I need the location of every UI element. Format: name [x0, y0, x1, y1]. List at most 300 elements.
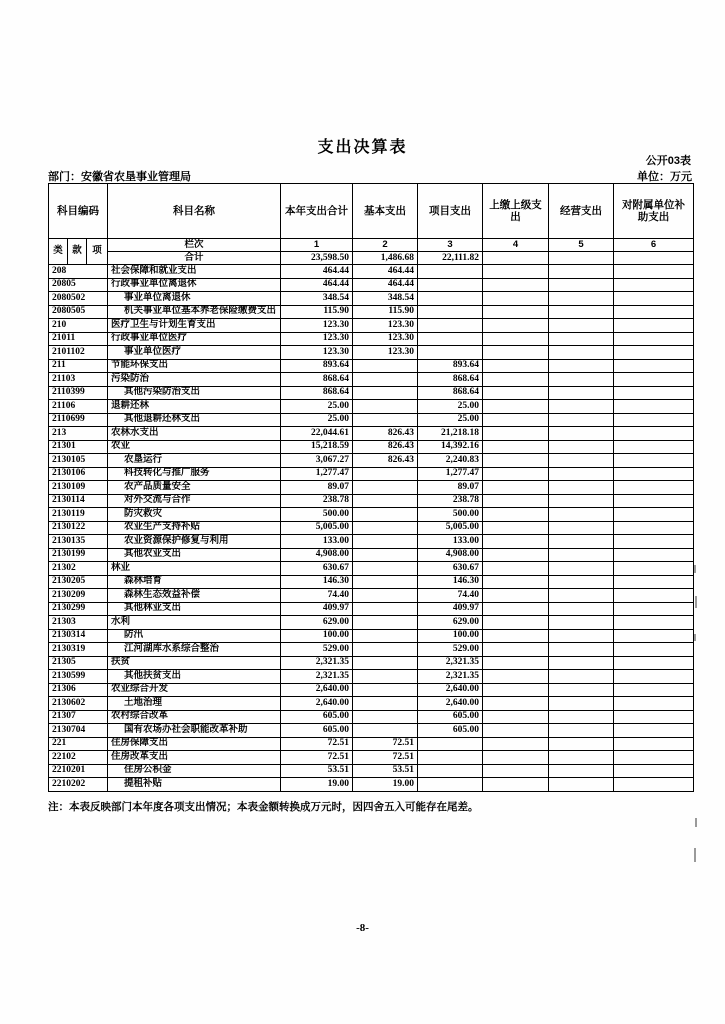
subject-code: 2130299 — [49, 602, 108, 616]
value-col-5 — [549, 548, 614, 562]
value-col-1: 25.00 — [281, 413, 353, 427]
value-col-2 — [353, 562, 418, 576]
value-col-1: 115.90 — [281, 305, 353, 319]
value-col-3 — [418, 292, 483, 306]
header-upturned-expenditure: 上缴上级支出 — [483, 184, 549, 239]
value-col-4 — [483, 548, 549, 562]
subject-name: 森林生态效益补偿 — [108, 589, 281, 603]
value-col-6 — [614, 683, 694, 697]
value-col-6 — [614, 575, 694, 589]
value-col-2 — [353, 589, 418, 603]
value-col-6 — [614, 278, 694, 292]
subject-name: 土地治理 — [108, 697, 281, 711]
value-col-6 — [614, 562, 694, 576]
value-col-4 — [483, 292, 549, 306]
value-col-4 — [483, 521, 549, 535]
value-col-4 — [483, 305, 549, 319]
value-col-5 — [549, 616, 614, 630]
table-row — [49, 373, 694, 387]
sub-header-section: 款 — [68, 239, 87, 265]
table-row — [49, 440, 694, 454]
value-col-1: 72.51 — [281, 737, 353, 751]
subject-name: 农林水支出 — [108, 427, 281, 441]
subject-name: 社会保障和就业支出 — [108, 265, 281, 279]
value-col-5 — [549, 643, 614, 657]
expenditure-table — [48, 183, 694, 792]
subject-code: 2130199 — [49, 548, 108, 562]
header-subject-code: 科目编码 — [49, 184, 108, 239]
value-col-4 — [483, 562, 549, 576]
value-col-3 — [418, 265, 483, 279]
unit-label: 单位：万元 — [637, 171, 692, 183]
subject-code: 2130114 — [49, 494, 108, 508]
value-col-1: 348.54 — [281, 292, 353, 306]
value-col-1: 893.64 — [281, 359, 353, 373]
value-col-5 — [549, 683, 614, 697]
value-col-4 — [483, 508, 549, 522]
table-row — [49, 629, 694, 643]
subject-name: 农业资源保护修复与利用 — [108, 535, 281, 549]
value-col-2 — [353, 373, 418, 387]
value-col-4 — [483, 440, 549, 454]
value-col-3: 2,321.35 — [418, 656, 483, 670]
value-col-5 — [549, 278, 614, 292]
value-col-5 — [549, 467, 614, 481]
value-col-4 — [483, 643, 549, 657]
value-col-5 — [549, 454, 614, 468]
subject-code: 2130135 — [49, 535, 108, 549]
subject-code: 2080505 — [49, 305, 108, 319]
value-col-6 — [614, 494, 694, 508]
grand-total-row — [49, 252, 694, 265]
value-col-1: 123.30 — [281, 346, 353, 360]
table-row — [49, 589, 694, 603]
value-col-3: 605.00 — [418, 710, 483, 724]
value-col-3: 238.78 — [418, 494, 483, 508]
value-col-6 — [614, 670, 694, 684]
value-col-2 — [353, 710, 418, 724]
table-row — [49, 683, 694, 697]
table-row — [49, 737, 694, 751]
value-col-6 — [614, 346, 694, 360]
value-col-6 — [614, 386, 694, 400]
value-col-3: 2,240.83 — [418, 454, 483, 468]
scan-artifact — [694, 565, 696, 573]
value-col-6 — [614, 548, 694, 562]
value-col-3: 21,218.18 — [418, 427, 483, 441]
subject-name: 水利 — [108, 616, 281, 630]
table-row — [49, 386, 694, 400]
subject-name: 其他污染防治支出 — [108, 386, 281, 400]
subject-name: 农业综合开发 — [108, 683, 281, 697]
value-col-1: 89.07 — [281, 481, 353, 495]
subject-name: 退耕还林 — [108, 400, 281, 414]
subject-code: 21307 — [49, 710, 108, 724]
value-col-4 — [483, 454, 549, 468]
value-col-3 — [418, 778, 483, 792]
value-col-3: 25.00 — [418, 413, 483, 427]
value-col-2: 123.30 — [353, 332, 418, 346]
value-col-2: 115.90 — [353, 305, 418, 319]
value-col-5 — [549, 602, 614, 616]
value-col-6 — [614, 616, 694, 630]
value-col-1: 529.00 — [281, 643, 353, 657]
value-col-3: 605.00 — [418, 724, 483, 738]
value-col-1: 72.51 — [281, 751, 353, 765]
subject-code: 2080502 — [49, 292, 108, 306]
subject-name: 住房改革支出 — [108, 751, 281, 765]
value-col-5 — [549, 589, 614, 603]
value-col-1: 605.00 — [281, 710, 353, 724]
value-col-6 — [614, 400, 694, 414]
subject-code: 21106 — [49, 400, 108, 414]
value-col-4 — [483, 278, 549, 292]
value-col-2: 53.51 — [353, 764, 418, 778]
value-col-4 — [483, 535, 549, 549]
value-col-3 — [418, 319, 483, 333]
value-col-3: 25.00 — [418, 400, 483, 414]
subject-name: 节能环保支出 — [108, 359, 281, 373]
table-row — [49, 413, 694, 427]
grand-total-value-2: 1,486.68 — [353, 252, 418, 265]
value-col-3: 409.97 — [418, 602, 483, 616]
value-col-3: 1,277.47 — [418, 467, 483, 481]
value-col-3: 629.00 — [418, 616, 483, 630]
sub-header-class: 类 — [49, 239, 68, 265]
value-col-2: 19.00 — [353, 778, 418, 792]
value-col-6 — [614, 454, 694, 468]
value-col-3: 500.00 — [418, 508, 483, 522]
value-col-6 — [614, 521, 694, 535]
value-col-4 — [483, 656, 549, 670]
subject-name: 其他农业支出 — [108, 548, 281, 562]
value-col-1: 1,277.47 — [281, 467, 353, 481]
value-col-5 — [549, 778, 614, 792]
value-col-6 — [614, 764, 694, 778]
value-col-1: 868.64 — [281, 373, 353, 387]
value-col-4 — [483, 616, 549, 630]
value-col-5 — [549, 575, 614, 589]
table-row — [49, 562, 694, 576]
subject-code: 211 — [49, 359, 108, 373]
value-col-3: 868.64 — [418, 386, 483, 400]
subject-code: 21302 — [49, 562, 108, 576]
value-col-4 — [483, 400, 549, 414]
value-col-2 — [353, 481, 418, 495]
value-col-5 — [549, 535, 614, 549]
value-col-6 — [614, 751, 694, 765]
value-col-5 — [549, 751, 614, 765]
value-col-2 — [353, 697, 418, 711]
value-col-3: 2,640.00 — [418, 683, 483, 697]
subject-code: 2130205 — [49, 575, 108, 589]
value-col-5 — [549, 494, 614, 508]
subject-name: 林业 — [108, 562, 281, 576]
value-col-6 — [614, 643, 694, 657]
value-col-3: 14,392.16 — [418, 440, 483, 454]
subject-code: 2130119 — [49, 508, 108, 522]
value-col-6 — [614, 697, 694, 711]
subject-name: 国有农场办社会职能改革补助 — [108, 724, 281, 738]
value-col-6 — [614, 305, 694, 319]
value-col-3 — [418, 751, 483, 765]
value-col-5 — [549, 319, 614, 333]
header-subject-name: 科目名称 — [108, 184, 281, 239]
subject-name: 其他退耕还林支出 — [108, 413, 281, 427]
value-col-5 — [549, 508, 614, 522]
value-col-1: 605.00 — [281, 724, 353, 738]
table-row — [49, 278, 694, 292]
subject-name: 农村综合改革 — [108, 710, 281, 724]
value-col-1: 238.78 — [281, 494, 353, 508]
value-col-5 — [549, 737, 614, 751]
value-col-2 — [353, 575, 418, 589]
subject-name: 科技转化与推广服务 — [108, 467, 281, 481]
subject-name: 提租补贴 — [108, 778, 281, 792]
value-col-5 — [549, 359, 614, 373]
table-row — [49, 265, 694, 279]
value-col-6 — [614, 427, 694, 441]
value-col-2 — [353, 670, 418, 684]
value-col-4 — [483, 724, 549, 738]
value-col-1: 100.00 — [281, 629, 353, 643]
subject-code: 2130704 — [49, 724, 108, 738]
value-col-2 — [353, 602, 418, 616]
column-index-5: 5 — [549, 239, 614, 252]
value-col-1: 4,908.00 — [281, 548, 353, 562]
table-row — [49, 710, 694, 724]
value-col-3 — [418, 737, 483, 751]
value-col-2 — [353, 535, 418, 549]
table-row — [49, 508, 694, 522]
value-col-2: 826.43 — [353, 440, 418, 454]
value-col-3: 893.64 — [418, 359, 483, 373]
value-col-1: 123.30 — [281, 332, 353, 346]
value-col-6 — [614, 778, 694, 792]
value-col-3: 100.00 — [418, 629, 483, 643]
value-col-3: 868.64 — [418, 373, 483, 387]
value-col-4 — [483, 427, 549, 441]
subject-code: 2130209 — [49, 589, 108, 603]
column-index-1: 1 — [281, 239, 353, 252]
subject-code: 2130319 — [49, 643, 108, 657]
value-col-1: 868.64 — [281, 386, 353, 400]
value-col-5 — [549, 305, 614, 319]
value-col-5 — [549, 710, 614, 724]
value-col-2 — [353, 494, 418, 508]
table-row — [49, 494, 694, 508]
subject-code: 2130602 — [49, 697, 108, 711]
scan-artifact — [694, 848, 696, 862]
table-row — [49, 400, 694, 414]
table-row — [49, 656, 694, 670]
value-col-5 — [549, 400, 614, 414]
header-operating-expenditure: 经营支出 — [549, 184, 614, 239]
subject-name: 医疗卫生与计划生育支出 — [108, 319, 281, 333]
subject-code: 2130314 — [49, 629, 108, 643]
subject-code: 2210201 — [49, 764, 108, 778]
subject-code: 2130106 — [49, 467, 108, 481]
value-col-6 — [614, 319, 694, 333]
value-col-6 — [614, 602, 694, 616]
value-col-1: 464.44 — [281, 278, 353, 292]
value-col-6 — [614, 440, 694, 454]
subject-code: 21011 — [49, 332, 108, 346]
subject-name: 污染防治 — [108, 373, 281, 387]
subject-name: 农业 — [108, 440, 281, 454]
table-note: 注：本表反映部门本年度各项支出情况；本表金额转换成万元时，因四舍五入可能存在尾差。 — [48, 801, 479, 813]
value-col-6 — [614, 359, 694, 373]
value-col-2 — [353, 386, 418, 400]
value-col-3 — [418, 305, 483, 319]
value-col-2 — [353, 629, 418, 643]
column-index-2: 2 — [353, 239, 418, 252]
grand-total-value-6 — [614, 252, 694, 265]
value-col-3 — [418, 764, 483, 778]
value-col-2 — [353, 359, 418, 373]
value-col-3: 5,005.00 — [418, 521, 483, 535]
value-col-2: 72.51 — [353, 737, 418, 751]
table-row — [49, 481, 694, 495]
value-col-5 — [549, 764, 614, 778]
subject-code: 21103 — [49, 373, 108, 387]
table-row — [49, 724, 694, 738]
value-col-2 — [353, 656, 418, 670]
value-col-2: 123.30 — [353, 346, 418, 360]
value-col-4 — [483, 710, 549, 724]
value-col-2 — [353, 616, 418, 630]
grand-total-label: 合计 — [108, 252, 281, 265]
subject-code: 2130122 — [49, 521, 108, 535]
value-col-4 — [483, 373, 549, 387]
value-col-5 — [549, 346, 614, 360]
value-col-4 — [483, 778, 549, 792]
subject-code: 2110699 — [49, 413, 108, 427]
value-col-5 — [549, 481, 614, 495]
subject-name: 扶贫 — [108, 656, 281, 670]
value-col-4 — [483, 494, 549, 508]
value-col-2: 464.44 — [353, 278, 418, 292]
value-col-5 — [549, 265, 614, 279]
subject-name: 农业生产支持补贴 — [108, 521, 281, 535]
table-row — [49, 602, 694, 616]
subject-code: 2110399 — [49, 386, 108, 400]
column-index-row — [49, 239, 694, 252]
value-col-6 — [614, 332, 694, 346]
value-col-5 — [549, 440, 614, 454]
value-col-2: 72.51 — [353, 751, 418, 765]
table-row — [49, 643, 694, 657]
column-index-label: 栏次 — [108, 239, 281, 252]
value-col-4 — [483, 697, 549, 711]
grand-total-value-1: 23,598.50 — [281, 252, 353, 265]
value-col-2 — [353, 413, 418, 427]
column-index-4: 4 — [483, 239, 549, 252]
value-col-6 — [614, 413, 694, 427]
table-row — [49, 346, 694, 360]
table-row — [49, 305, 694, 319]
value-col-2 — [353, 683, 418, 697]
value-col-4 — [483, 737, 549, 751]
value-col-5 — [549, 386, 614, 400]
value-col-2: 123.30 — [353, 319, 418, 333]
value-col-4 — [483, 575, 549, 589]
subject-name: 森林培育 — [108, 575, 281, 589]
value-col-1: 15,218.59 — [281, 440, 353, 454]
value-col-5 — [549, 292, 614, 306]
value-col-5 — [549, 670, 614, 684]
subject-name: 住房保障支出 — [108, 737, 281, 751]
value-col-6 — [614, 710, 694, 724]
value-col-3 — [418, 346, 483, 360]
value-col-5 — [549, 521, 614, 535]
subject-name: 其他林业支出 — [108, 602, 281, 616]
value-col-3: 2,321.35 — [418, 670, 483, 684]
value-col-1: 500.00 — [281, 508, 353, 522]
value-col-3: 133.00 — [418, 535, 483, 549]
value-col-4 — [483, 332, 549, 346]
grand-total-value-3: 22,111.82 — [418, 252, 483, 265]
value-col-1: 630.67 — [281, 562, 353, 576]
subject-code: 210 — [49, 319, 108, 333]
subject-code: 21301 — [49, 440, 108, 454]
value-col-6 — [614, 292, 694, 306]
subject-name: 住房公积金 — [108, 764, 281, 778]
value-col-1: 53.51 — [281, 764, 353, 778]
value-col-4 — [483, 751, 549, 765]
subject-code: 2130599 — [49, 670, 108, 684]
value-col-4 — [483, 602, 549, 616]
header-project-expenditure: 项目支出 — [418, 184, 483, 239]
subject-name: 事业单位离退休 — [108, 292, 281, 306]
table-row — [49, 454, 694, 468]
value-col-6 — [614, 589, 694, 603]
value-col-6 — [614, 265, 694, 279]
value-col-5 — [549, 629, 614, 643]
value-col-1: 2,321.35 — [281, 656, 353, 670]
subject-code: 21303 — [49, 616, 108, 630]
table-row — [49, 751, 694, 765]
value-col-4 — [483, 764, 549, 778]
meta-row — [48, 168, 692, 184]
value-col-3: 74.40 — [418, 589, 483, 603]
table-row — [49, 778, 694, 792]
value-col-2 — [353, 548, 418, 562]
value-col-2 — [353, 400, 418, 414]
table-body — [49, 265, 694, 792]
value-col-4 — [483, 589, 549, 603]
subject-name: 防灾救灾 — [108, 508, 281, 522]
column-index-3: 3 — [418, 239, 483, 252]
value-col-4 — [483, 481, 549, 495]
subject-name: 行政事业单位医疗 — [108, 332, 281, 346]
header-row — [49, 184, 694, 239]
value-col-5 — [549, 427, 614, 441]
value-col-1: 2,640.00 — [281, 683, 353, 697]
department-label: 部门：安徽省农垦事业管理局 — [48, 171, 191, 183]
table-row — [49, 292, 694, 306]
value-col-1: 74.40 — [281, 589, 353, 603]
scan-artifact — [694, 634, 696, 641]
value-col-4 — [483, 670, 549, 684]
subject-code: 20805 — [49, 278, 108, 292]
value-col-5 — [549, 373, 614, 387]
value-col-4 — [483, 265, 549, 279]
value-col-1: 629.00 — [281, 616, 353, 630]
subject-name: 事业单位医疗 — [108, 346, 281, 360]
value-col-2: 464.44 — [353, 265, 418, 279]
value-col-2 — [353, 521, 418, 535]
